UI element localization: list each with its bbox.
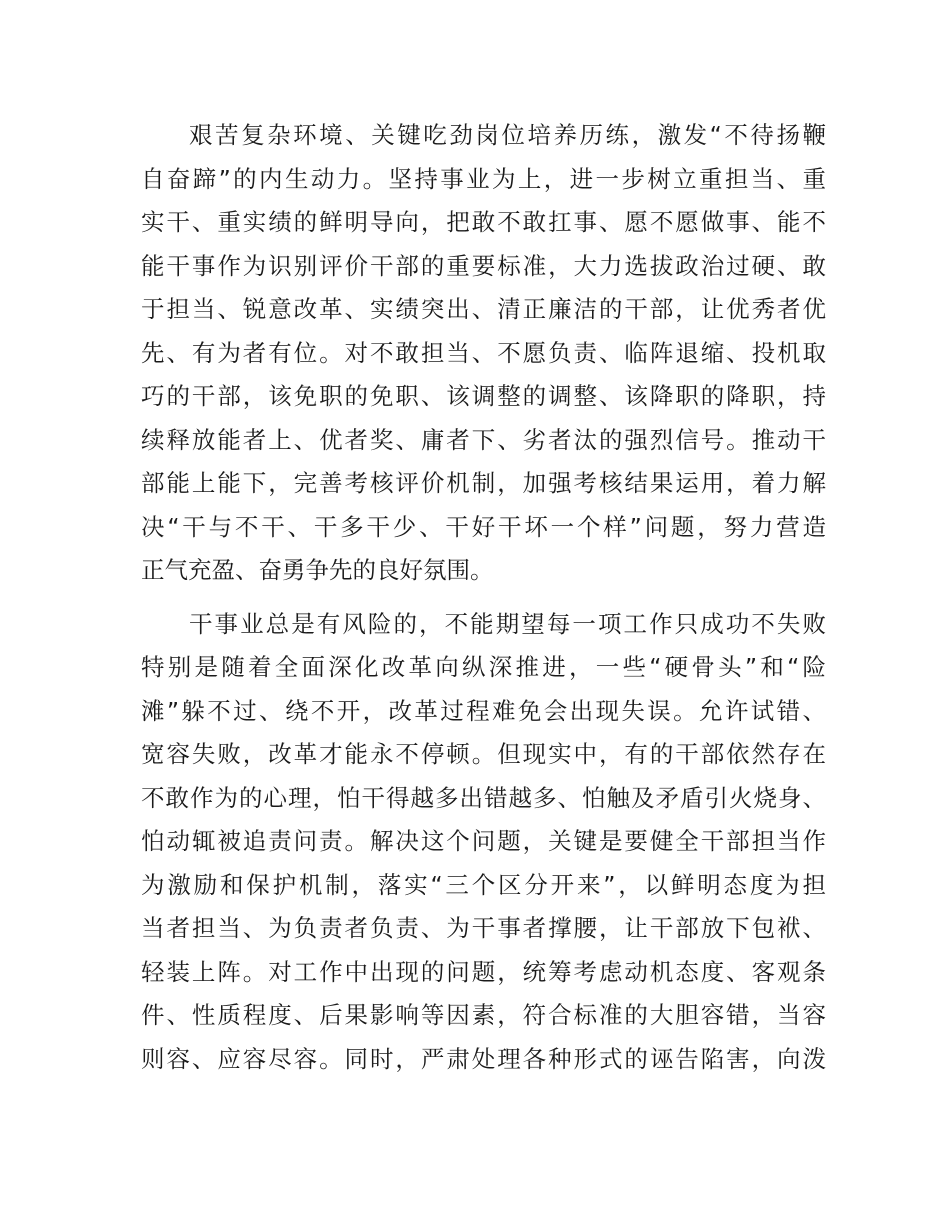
text-line: 巧的干部，该免职的免职、该调整的调整、该降职的降职，持: [141, 382, 826, 410]
text-line: 为激励和保护机制，落实“三个区分开来”，以鲜明态度为担: [141, 870, 826, 899]
text-line: 滩”躲不过、绕不开，改革过程难免会出现失误。允许试错、: [141, 696, 826, 725]
text-line: 当者担当、为负责者负责、为干事者撑腰，让干部放下包袱、: [141, 914, 826, 942]
text-line: 则容、应容尽容。同时，严肃处理各种形式的诬告陷害，向泼: [141, 1044, 826, 1073]
text-line: 正气充盈、奋勇争先的良好氛围。: [141, 556, 494, 584]
text-line: 部能上能下，完善考核评价机制，加强考核结果运用，着力解: [141, 469, 826, 497]
text-line: 干事业总是有风险的，不能期望每一项工作只成功不失败: [189, 609, 826, 638]
text-line: 特别是随着全面深化改革向纵深推进，一些“硬骨头”和“险: [141, 653, 826, 681]
text-line: 不敢作为的心理，怕干得越多出错越多、怕触及矛盾引火烧身、: [141, 783, 826, 812]
body-text: [141, 114, 826, 1081]
text-line: 怕动辄被追责问责。解决这个问题，关键是要健全干部担当作: [141, 827, 826, 855]
text-line: 艰苦复杂环境、关键吃劲岗位培养历练，激发“不待扬鞭: [189, 121, 826, 149]
text-line: 先、有为者有位。对不敢担当、不愿负责、临阵退缩、投机取: [141, 338, 826, 367]
text-line: 续释放能者上、优者奖、庸者下、劣者汰的强烈信号。推动干: [141, 425, 826, 454]
text-line: 件、性质程度、后果影响等因素，符合标准的大胆容错，当容: [141, 1001, 826, 1029]
paragraph-spacer: [141, 593, 826, 603]
text-line: 自奋蹄”的内生动力。坚持事业为上，进一步树立重担当、重: [141, 164, 826, 193]
paragraph-1: [141, 114, 826, 593]
paragraph-2: [141, 603, 826, 1082]
text-line: 决“干与不干、干多干少、干好干坏一个样”问题，努力营造: [141, 512, 826, 541]
text-line: 实干、重实绩的鲜明导向，把敢不敢扛事、愿不愿做事、能不: [141, 208, 826, 236]
text-line: 能干事作为识别评价干部的重要标准，大力选拔政治过硬、敢: [141, 251, 826, 280]
text-line: 轻装上阵。对工作中出现的问题，统筹考虑动机态度、客观条: [141, 957, 826, 986]
text-line: 宽容失败，改革才能永不停顿。但现实中，有的干部依然存在: [141, 740, 826, 768]
text-line: 于担当、锐意改革、实绩突出、清正廉洁的干部，让优秀者优: [141, 295, 826, 323]
